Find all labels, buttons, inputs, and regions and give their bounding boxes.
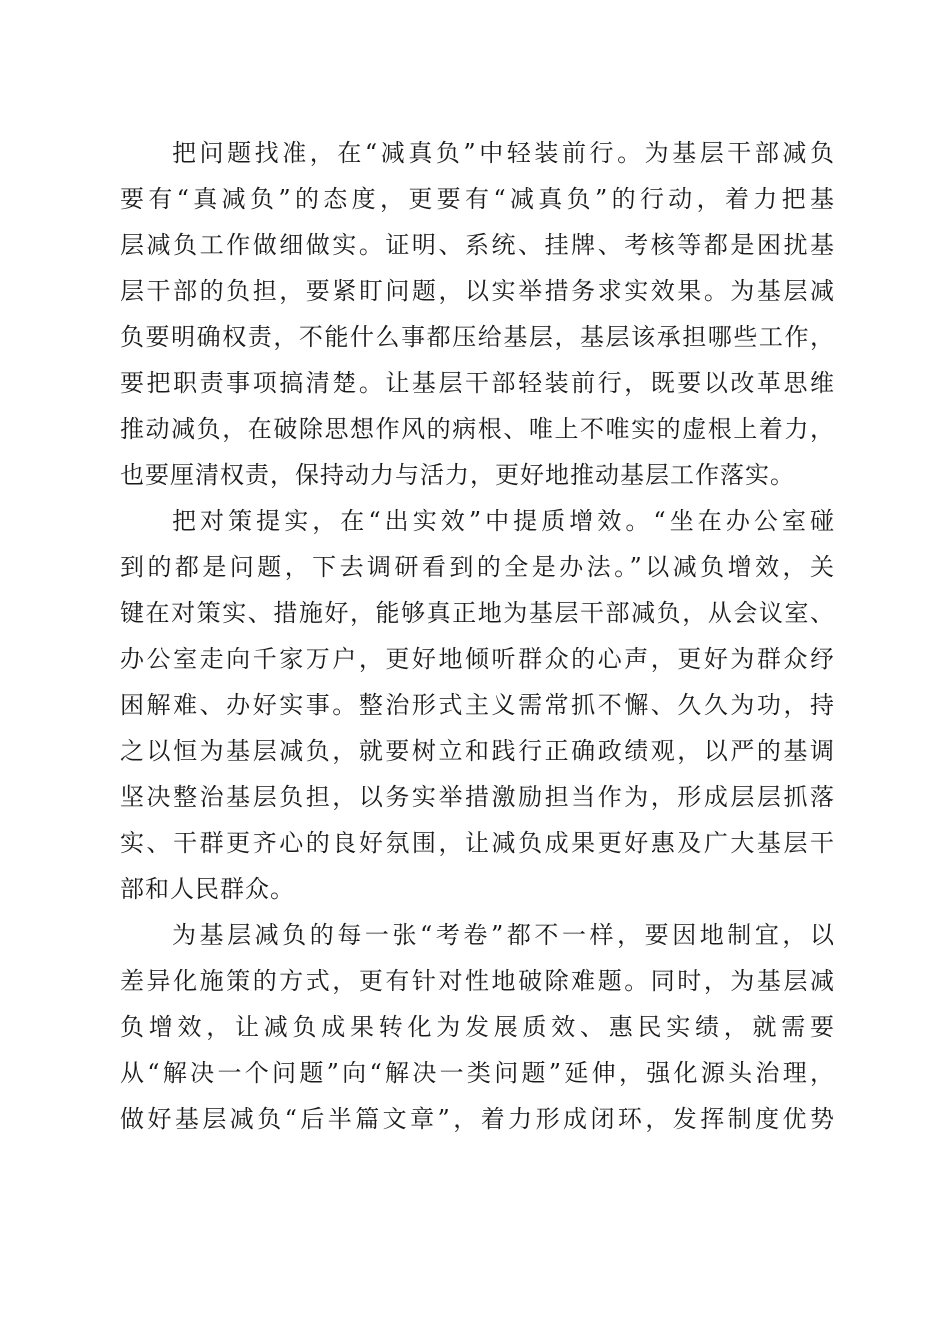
- paragraph-line: 把对策提实，在“出实效”中提质增效。“坐在办公室碰: [172, 507, 835, 535]
- paragraph-line: 为基层减负的每一张“考卷”都不一样，要因地制宜，以: [172, 921, 835, 949]
- document-body: [120, 130, 835, 1142]
- paragraph-line: 负要明确权责，不能什么事都压给基层，基层该承担哪些工作，: [120, 323, 835, 351]
- paragraph-line: 困解难、办好实事。整治形式主义需常抓不懈、久久为功，持: [120, 691, 835, 719]
- paragraph-line: 也要厘清权责，保持动力与活力，更好地推动基层工作落实。: [120, 461, 795, 489]
- paragraph-line: 部和人民群众。: [120, 875, 295, 903]
- paragraph-line: 从“解决一个问题”向“解决一类问题”延伸，强化源头治理，: [120, 1059, 835, 1087]
- paragraph-line: 要把职责事项搞清楚。让基层干部轻装前行，既要以改革思维: [120, 369, 835, 397]
- paragraph-line: 差异化施策的方式，更有针对性地破除难题。同时，为基层减: [120, 967, 835, 995]
- paragraph-line: 要有“真减负”的态度，更要有“减真负”的行动，着力把基: [120, 185, 835, 213]
- paragraph-line: 层干部的负担，要紧盯问题，以实举措务求实效果。为基层减: [120, 277, 835, 305]
- paragraph-exam-paper: [120, 912, 835, 1142]
- paragraph-reduce-real-burden: [120, 130, 835, 498]
- paragraph-line: 键在对策实、措施好，能够真正地为基层干部减负，从会议室、: [120, 599, 835, 627]
- paragraph-line: 推动减负，在破除思想作风的病根、唯上不唯实的虚根上着力，: [120, 415, 835, 443]
- paragraph-practical-results: [120, 498, 835, 912]
- paragraph-line: 把问题找准，在“减真负”中轻装前行。为基层干部减负: [172, 139, 835, 167]
- paragraph-line: 实、干群更齐心的良好氛围，让减负成果更好惠及广大基层干: [120, 829, 835, 857]
- paragraph-line: 坚决整治基层负担，以务实举措激励担当作为，形成层层抓落: [120, 783, 835, 811]
- paragraph-line: 之以恒为基层减负，就要树立和践行正确政绩观，以严的基调: [120, 737, 835, 765]
- paragraph-line: 办公室走向千家万户，更好地倾听群众的心声，更好为群众纾: [120, 645, 835, 673]
- paragraph-line: 做好基层减负“后半篇文章”，着力形成闭环，发挥制度优势: [120, 1105, 835, 1133]
- paragraph-line: 层减负工作做细做实。证明、系统、挂牌、考核等都是困扰基: [120, 231, 835, 259]
- paragraph-line: 负增效，让减负成果转化为发展质效、惠民实绩，就需要: [120, 1013, 835, 1041]
- paragraph-line: 到的都是问题，下去调研看到的全是办法。”以减负增效，关: [120, 553, 835, 581]
